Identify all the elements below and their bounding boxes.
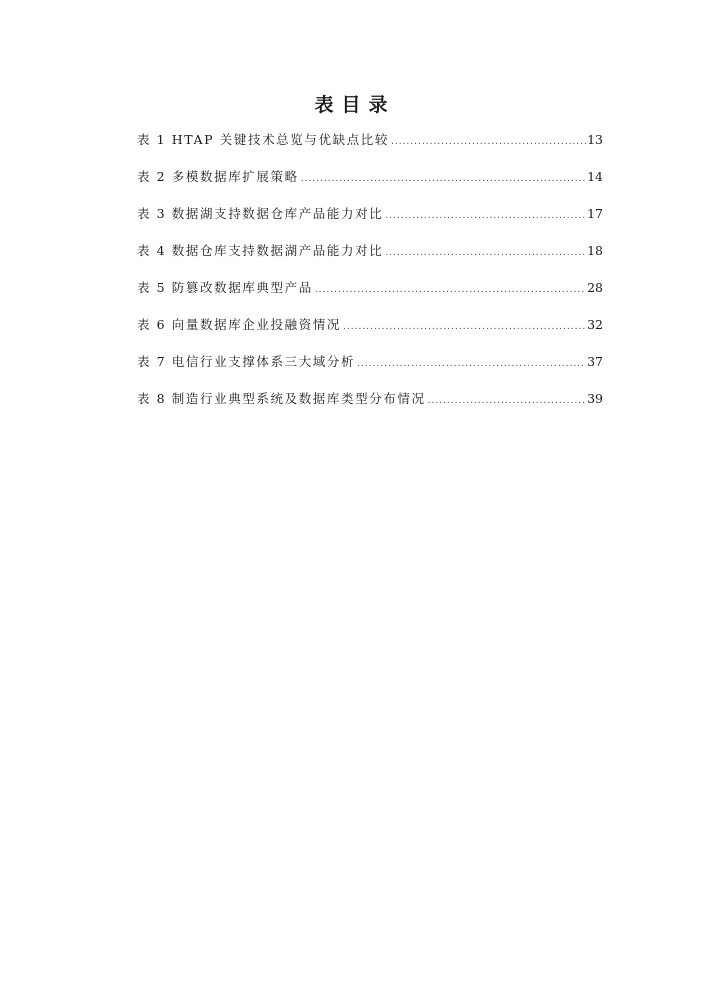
toc-leader-dots [385,243,586,263]
toc-entry-page: 13 [587,132,603,147]
toc-entry-label: 表 7 电信行业支撑体系三大域分析 [137,354,356,369]
toc-entry-page: 32 [587,317,603,332]
toc-title: 表目录 [314,94,396,116]
toc-entry-page: 18 [587,243,603,258]
toc-entry-label: 表 3 数据湖支持数据仓库产品能力对比 [137,206,384,221]
toc-entry-label: 表 5 防篡改数据库典型产品 [137,280,313,295]
toc-entry-label: 表 1 HTAP 关键技术总览与优缺点比较 [137,132,389,147]
toc-leader-dots [391,132,586,152]
toc-entry[interactable] [137,352,603,389]
toc-leader-dots [343,317,586,337]
toc-entry-page: 39 [587,391,603,406]
toc-entry-page: 37 [587,354,603,369]
toc-leader-dots [357,354,586,374]
toc-entry-label: 表 6 向量数据库企业投融资情况 [137,317,342,332]
toc-leader-dots [315,280,586,300]
toc-leader-dots [428,391,586,411]
toc-entry-page: 17 [587,206,603,221]
toc-entry-label: 表 8 制造行业典型系统及数据库类型分布情况 [137,391,426,406]
toc-entry[interactable] [137,315,603,352]
toc-entry-label: 表 4 数据仓库支持数据湖产品能力对比 [137,243,384,258]
toc-entry[interactable] [137,278,603,315]
toc-leader-dots [385,206,586,226]
toc-entry-page: 14 [587,169,603,184]
toc-entry[interactable] [137,389,603,426]
toc-entry[interactable] [137,130,603,167]
toc-entry-page: 28 [587,280,603,295]
toc-leader-dots [301,169,586,189]
toc-entry-label: 表 2 多模数据库扩展策略 [137,169,299,184]
toc-entry[interactable] [137,241,603,278]
table-of-tables [137,130,603,426]
toc-entry[interactable] [137,167,603,204]
toc-entry[interactable] [137,204,603,241]
